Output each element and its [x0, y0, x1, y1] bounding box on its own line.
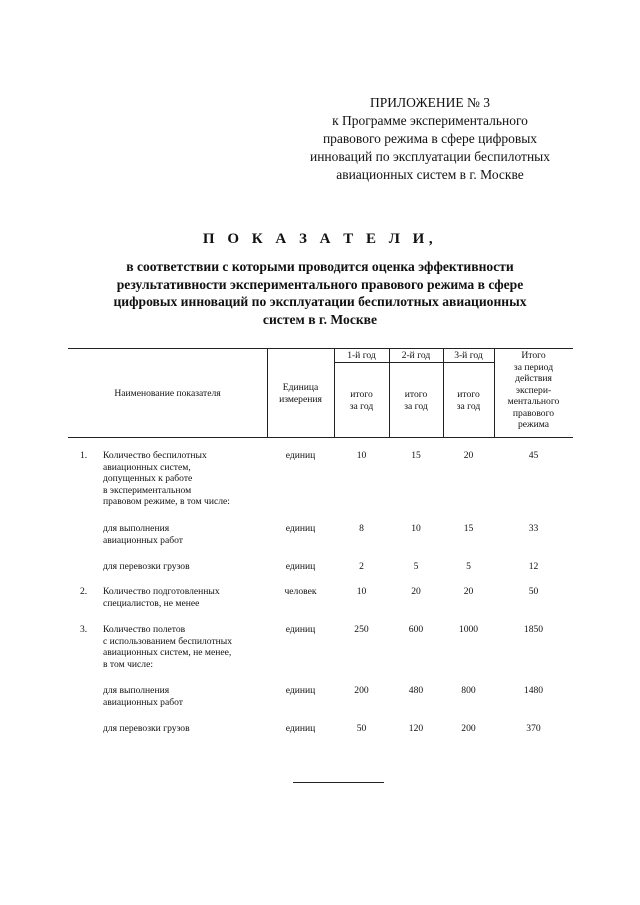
- row-year-3: 200: [461, 723, 476, 734]
- header-unit: Единица измерения: [279, 382, 322, 405]
- document-title: П О К А З А Т Е Л И,: [202, 231, 438, 247]
- row-year-3: 800: [461, 685, 476, 696]
- row-year-2: 120: [408, 723, 424, 734]
- row-unit: человек: [284, 586, 317, 597]
- appendix-line: инноваций по эксплуатации беспилотных: [309, 149, 550, 164]
- row-unit: единиц: [285, 561, 316, 572]
- row-number: 3.: [80, 624, 88, 635]
- row-unit: единиц: [285, 685, 316, 696]
- row-year-2: 15: [411, 450, 421, 461]
- row-year-3: 20: [463, 586, 474, 597]
- row-number: 2.: [80, 586, 88, 597]
- row-year-1: 200: [354, 685, 369, 696]
- year-header-underline: [334, 362, 494, 363]
- row-indicator-name: Количество полетов с использованием беспилотных авиационных систем, не менее, в том числе:: [103, 624, 233, 670]
- header-year-1: 1-й год: [347, 350, 376, 361]
- row-indicator-name: для выполнения авиационных работ: [103, 523, 183, 546]
- document-subtitle: [70, 258, 570, 328]
- subtitle-line: цифровых инноваций по эксплуатации беспилотных авиационных: [113, 294, 527, 309]
- appendix-heading: ПРИЛОЖЕНИЕ № 3: [369, 95, 491, 110]
- table-header-bottom-border: [68, 437, 573, 438]
- appendix-line: к Программе экспериментального: [332, 113, 528, 128]
- row-year-2: 10: [411, 523, 421, 534]
- row-year-2: 480: [408, 685, 424, 696]
- row-year-1: 250: [354, 624, 369, 635]
- subtitle-line: систем в г. Москве: [262, 311, 378, 327]
- row-year-1: 50: [356, 723, 367, 734]
- header-year-2: 2-й год: [401, 350, 431, 361]
- row-total: 12: [528, 561, 539, 572]
- row-total: 1480: [523, 685, 544, 696]
- row-unit: единиц: [285, 523, 316, 534]
- row-year-2: 20: [411, 586, 421, 597]
- row-indicator-name: для перевозки грузов: [103, 723, 190, 734]
- row-indicator-name: Количество подготовленных специалистов, не менее: [103, 586, 220, 609]
- row-indicator-name: для выполнения авиационных работ: [103, 685, 183, 708]
- row-total: 50: [528, 586, 539, 597]
- row-total: 45: [528, 450, 539, 461]
- header-indicator-name: Наименование показателя: [114, 388, 221, 399]
- row-year-1: 10: [356, 586, 367, 597]
- subtitle-line: в соответствии с которыми проводится оценка эффективности: [126, 259, 514, 274]
- subtitle-line: результативности экспериментального правового режима в сфере: [116, 276, 524, 292]
- appendix-block: [275, 94, 585, 184]
- row-total: 33: [528, 523, 539, 534]
- row-unit: единиц: [285, 450, 316, 461]
- row-year-2: 5: [413, 561, 419, 572]
- row-year-3: 20: [463, 450, 474, 461]
- appendix-line: правового режима в сфере цифровых: [322, 131, 538, 146]
- footer-separator-line: [293, 782, 384, 783]
- row-year-3: 1000: [458, 624, 479, 635]
- row-year-1: 2: [359, 561, 364, 572]
- row-year-2: 600: [408, 624, 424, 635]
- row-indicator-name: Количество беспилотных авиационных систем, допущенных к работе в экспериментальном правовом режиме, в том числе:: [103, 450, 230, 507]
- row-indicator-name: для перевозки грузов: [103, 561, 190, 572]
- row-year-3: 5: [466, 561, 471, 572]
- row-unit: единиц: [285, 723, 316, 734]
- header-per-year: итого за год: [404, 389, 428, 412]
- row-year-1: 8: [359, 523, 364, 534]
- row-unit: единиц: [285, 624, 316, 635]
- row-total: 370: [526, 723, 541, 734]
- header-per-year: итого за год: [456, 389, 481, 412]
- table-top-border: [68, 348, 573, 349]
- row-year-3: 15: [463, 523, 474, 534]
- appendix-line: авиационных систем в г. Москве: [336, 167, 524, 182]
- row-year-1: 10: [356, 450, 367, 461]
- row-total: 1850: [523, 624, 544, 635]
- header-year-3: 3-й год: [454, 350, 483, 361]
- header-total: Итого за период действия экспери- ментального правового режима: [507, 350, 560, 430]
- row-number: 1.: [80, 450, 88, 461]
- header-per-year: итого за год: [349, 389, 374, 412]
